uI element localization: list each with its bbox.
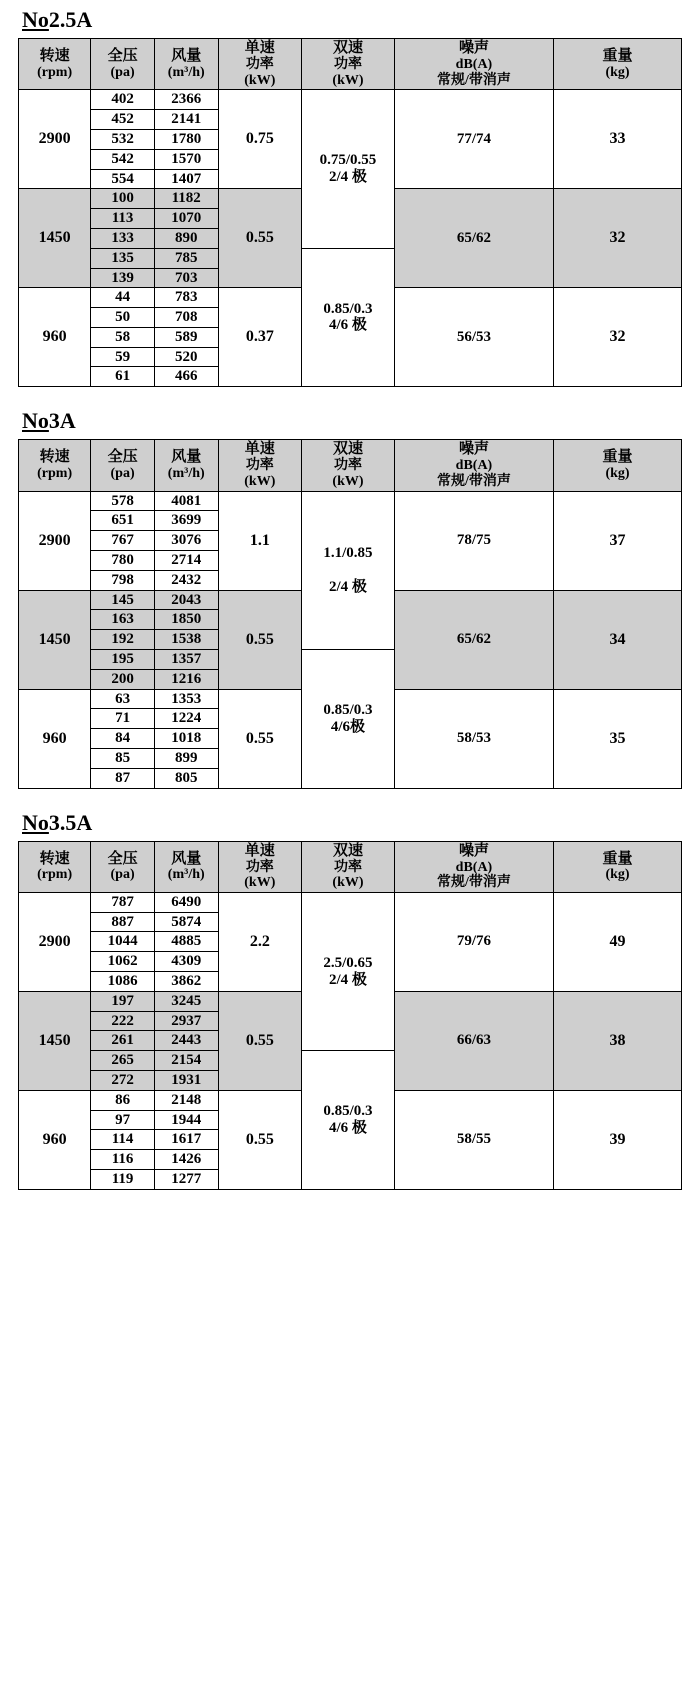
header-speed: 转速 (rpm): [19, 841, 91, 892]
table-row: [19, 90, 682, 110]
cell-pressure: 61: [91, 367, 155, 387]
block-title-model: 3A: [48, 408, 76, 434]
cell-flow: 708: [154, 308, 218, 328]
cell-pressure: 578: [91, 491, 155, 511]
cell-weight: 39: [554, 1090, 682, 1189]
cell-pressure: 554: [91, 169, 155, 189]
header-single-power: 单速 功率 (kW): [218, 440, 302, 491]
cell-pressure: 86: [91, 1090, 155, 1110]
cell-pressure: 1062: [91, 952, 155, 972]
cell-single-power: 0.37: [218, 288, 302, 387]
cell-flow: 1850: [154, 610, 218, 630]
block-title-model: 3.5A: [48, 809, 93, 835]
header-noise: 噪声 dB(A) 常规/带消声: [394, 440, 553, 491]
cell-pressure: 192: [91, 630, 155, 650]
cell-pressure: 139: [91, 268, 155, 288]
cell-rpm: 1450: [19, 991, 91, 1090]
cell-flow: 2714: [154, 551, 218, 571]
cell-pressure: 50: [91, 308, 155, 328]
cell-flow: 3076: [154, 531, 218, 551]
cell-rpm: 960: [19, 288, 91, 387]
header-noise: 噪声 dB(A) 常规/带消声: [394, 841, 553, 892]
cell-rpm: 2900: [19, 90, 91, 189]
cell-pressure: 119: [91, 1170, 155, 1190]
cell-single-power: 2.2: [218, 892, 302, 991]
cell-pressure: 200: [91, 669, 155, 689]
cell-flow: 1216: [154, 669, 218, 689]
cell-flow: 703: [154, 268, 218, 288]
cell-flow: 2154: [154, 1051, 218, 1071]
cell-flow: 2937: [154, 1011, 218, 1031]
cell-flow: 783: [154, 288, 218, 308]
cell-flow: 2141: [154, 110, 218, 130]
cell-pressure: 787: [91, 892, 155, 912]
block-title-model: 2.5A: [48, 7, 93, 32]
cell-noise: 66/63: [394, 991, 553, 1090]
cell-pressure: 87: [91, 768, 155, 788]
table-row: [19, 892, 682, 912]
cell-noise: 56/53: [394, 288, 553, 387]
cell-flow: 4309: [154, 952, 218, 972]
cell-flow: 5874: [154, 912, 218, 932]
block-title-3: [22, 811, 682, 835]
cell-pressure: 798: [91, 570, 155, 590]
table-row: [19, 491, 682, 511]
cell-rpm: 2900: [19, 892, 91, 991]
header-pressure: 全压 (pa): [91, 841, 155, 892]
cell-flow: 4885: [154, 932, 218, 952]
cell-flow: 1570: [154, 149, 218, 169]
cell-pressure: 261: [91, 1031, 155, 1051]
cell-flow: 1780: [154, 129, 218, 149]
header-pressure: 全压 (pa): [91, 440, 155, 491]
header-flow: 风量 (m³/h): [154, 841, 218, 892]
cell-noise: 58/53: [394, 689, 553, 788]
cell-flow: 1277: [154, 1170, 218, 1190]
cell-pressure: 542: [91, 149, 155, 169]
cell-flow: 1070: [154, 209, 218, 229]
cell-pressure: 651: [91, 511, 155, 531]
cell-weight: 37: [554, 491, 682, 590]
cell-weight: 35: [554, 689, 682, 788]
cell-single-power: 0.55: [218, 991, 302, 1090]
header-dual-power: 双速 功率 (kW): [302, 841, 395, 892]
cell-rpm: 960: [19, 689, 91, 788]
cell-dual-power: 0.75/0.55 2/4 极: [302, 90, 395, 248]
header-single-power: 单速 功率 (kW): [218, 841, 302, 892]
cell-pressure: 84: [91, 729, 155, 749]
cell-single-power: 0.55: [218, 1090, 302, 1189]
block-title-prefix: No: [22, 408, 49, 434]
cell-pressure: 114: [91, 1130, 155, 1150]
header-dual-power: 双速 功率 (kW): [302, 440, 395, 491]
cell-dual-power: 0.85/0.3 4/6极: [302, 649, 395, 788]
cell-flow: 1182: [154, 189, 218, 209]
header-speed: 转速 (rpm): [19, 39, 91, 90]
cell-single-power: 1.1: [218, 491, 302, 590]
cell-noise: 65/62: [394, 590, 553, 689]
cell-weight: 32: [554, 189, 682, 288]
spec-block-2: [18, 409, 682, 788]
cell-flow: 2148: [154, 1090, 218, 1110]
cell-flow: 520: [154, 347, 218, 367]
cell-flow: 1357: [154, 649, 218, 669]
cell-pressure: 272: [91, 1071, 155, 1091]
cell-flow: 1353: [154, 689, 218, 709]
cell-pressure: 195: [91, 649, 155, 669]
header-row: [19, 841, 682, 892]
block-title-prefix: No: [22, 7, 49, 32]
table-header: [19, 39, 682, 90]
cell-pressure: 780: [91, 551, 155, 571]
cell-flow: 1931: [154, 1071, 218, 1091]
cell-pressure: 59: [91, 347, 155, 367]
header-flow: 风量 (m³/h): [154, 440, 218, 491]
cell-noise: 65/62: [394, 189, 553, 288]
cell-noise: 78/75: [394, 491, 553, 590]
block-title-prefix: No: [22, 809, 49, 835]
cell-pressure: 265: [91, 1051, 155, 1071]
cell-dual-power: 0.85/0.3 4/6 极: [302, 248, 395, 387]
spec-block-3: [18, 811, 682, 1190]
header-speed: 转速 (rpm): [19, 440, 91, 491]
block-title-2: [22, 409, 682, 433]
cell-flow: 1018: [154, 729, 218, 749]
cell-pressure: 44: [91, 288, 155, 308]
cell-rpm: 1450: [19, 590, 91, 689]
cell-pressure: 222: [91, 1011, 155, 1031]
cell-flow: 1538: [154, 630, 218, 650]
cell-flow: 785: [154, 248, 218, 268]
cell-flow: 3699: [154, 511, 218, 531]
cell-pressure: 767: [91, 531, 155, 551]
spec-block-1: [18, 8, 682, 387]
spec-table-2: [18, 439, 682, 788]
header-noise: 噪声 dB(A) 常规/带消声: [394, 39, 553, 90]
header-dual-power: 双速 功率 (kW): [302, 39, 395, 90]
header-weight: 重量 (kg): [554, 39, 682, 90]
block-title-1: [22, 8, 682, 32]
cell-pressure: 1086: [91, 972, 155, 992]
cell-pressure: 63: [91, 689, 155, 709]
cell-dual-power: 2.5/0.65 2/4 极: [302, 892, 395, 1050]
cell-pressure: 71: [91, 709, 155, 729]
cell-weight: 34: [554, 590, 682, 689]
cell-flow: 805: [154, 768, 218, 788]
cell-dual-power: 0.85/0.3 4/6 极: [302, 1051, 395, 1190]
cell-flow: 890: [154, 228, 218, 248]
header-flow: 风量 (m³/h): [154, 39, 218, 90]
cell-dual-power: 1.1/0.85 2/4 极: [302, 491, 395, 649]
cell-flow: 1407: [154, 169, 218, 189]
cell-flow: 4081: [154, 491, 218, 511]
cell-flow: 3245: [154, 991, 218, 1011]
cell-noise: 79/76: [394, 892, 553, 991]
cell-pressure: 100: [91, 189, 155, 209]
cell-pressure: 97: [91, 1110, 155, 1130]
cell-flow: 2443: [154, 1031, 218, 1051]
cell-flow: 2366: [154, 90, 218, 110]
cell-pressure: 402: [91, 90, 155, 110]
cell-pressure: 135: [91, 248, 155, 268]
cell-flow: 1426: [154, 1150, 218, 1170]
cell-pressure: 133: [91, 228, 155, 248]
cell-pressure: 163: [91, 610, 155, 630]
header-weight: 重量 (kg): [554, 841, 682, 892]
cell-weight: 49: [554, 892, 682, 991]
header-weight: 重量 (kg): [554, 440, 682, 491]
cell-single-power: 0.55: [218, 189, 302, 288]
spec-table-3: [18, 841, 682, 1190]
cell-pressure: 452: [91, 110, 155, 130]
cell-weight: 32: [554, 288, 682, 387]
header-pressure: 全压 (pa): [91, 39, 155, 90]
cell-single-power: 0.55: [218, 689, 302, 788]
cell-weight: 38: [554, 991, 682, 1090]
cell-rpm: 960: [19, 1090, 91, 1189]
cell-pressure: 58: [91, 327, 155, 347]
spec-table-1: [18, 38, 682, 387]
cell-noise: 77/74: [394, 90, 553, 189]
cell-pressure: 113: [91, 209, 155, 229]
table-header: [19, 841, 682, 892]
cell-flow: 2432: [154, 570, 218, 590]
cell-flow: 2043: [154, 590, 218, 610]
cell-pressure: 1044: [91, 932, 155, 952]
cell-pressure: 85: [91, 748, 155, 768]
cell-flow: 466: [154, 367, 218, 387]
header-row: [19, 440, 682, 491]
cell-flow: 589: [154, 327, 218, 347]
cell-pressure: 197: [91, 991, 155, 1011]
cell-pressure: 145: [91, 590, 155, 610]
cell-pressure: 887: [91, 912, 155, 932]
cell-flow: 3862: [154, 972, 218, 992]
header-single-power: 单速 功率 (kW): [218, 39, 302, 90]
cell-rpm: 1450: [19, 189, 91, 288]
cell-rpm: 2900: [19, 491, 91, 590]
cell-pressure: 116: [91, 1150, 155, 1170]
cell-single-power: 0.75: [218, 90, 302, 189]
cell-single-power: 0.55: [218, 590, 302, 689]
cell-flow: 1224: [154, 709, 218, 729]
cell-flow: 1944: [154, 1110, 218, 1130]
table-header: [19, 440, 682, 491]
cell-weight: 33: [554, 90, 682, 189]
cell-noise: 58/55: [394, 1090, 553, 1189]
cell-flow: 899: [154, 748, 218, 768]
header-row: [19, 39, 682, 90]
cell-flow: 1617: [154, 1130, 218, 1150]
cell-pressure: 532: [91, 129, 155, 149]
cell-flow: 6490: [154, 892, 218, 912]
